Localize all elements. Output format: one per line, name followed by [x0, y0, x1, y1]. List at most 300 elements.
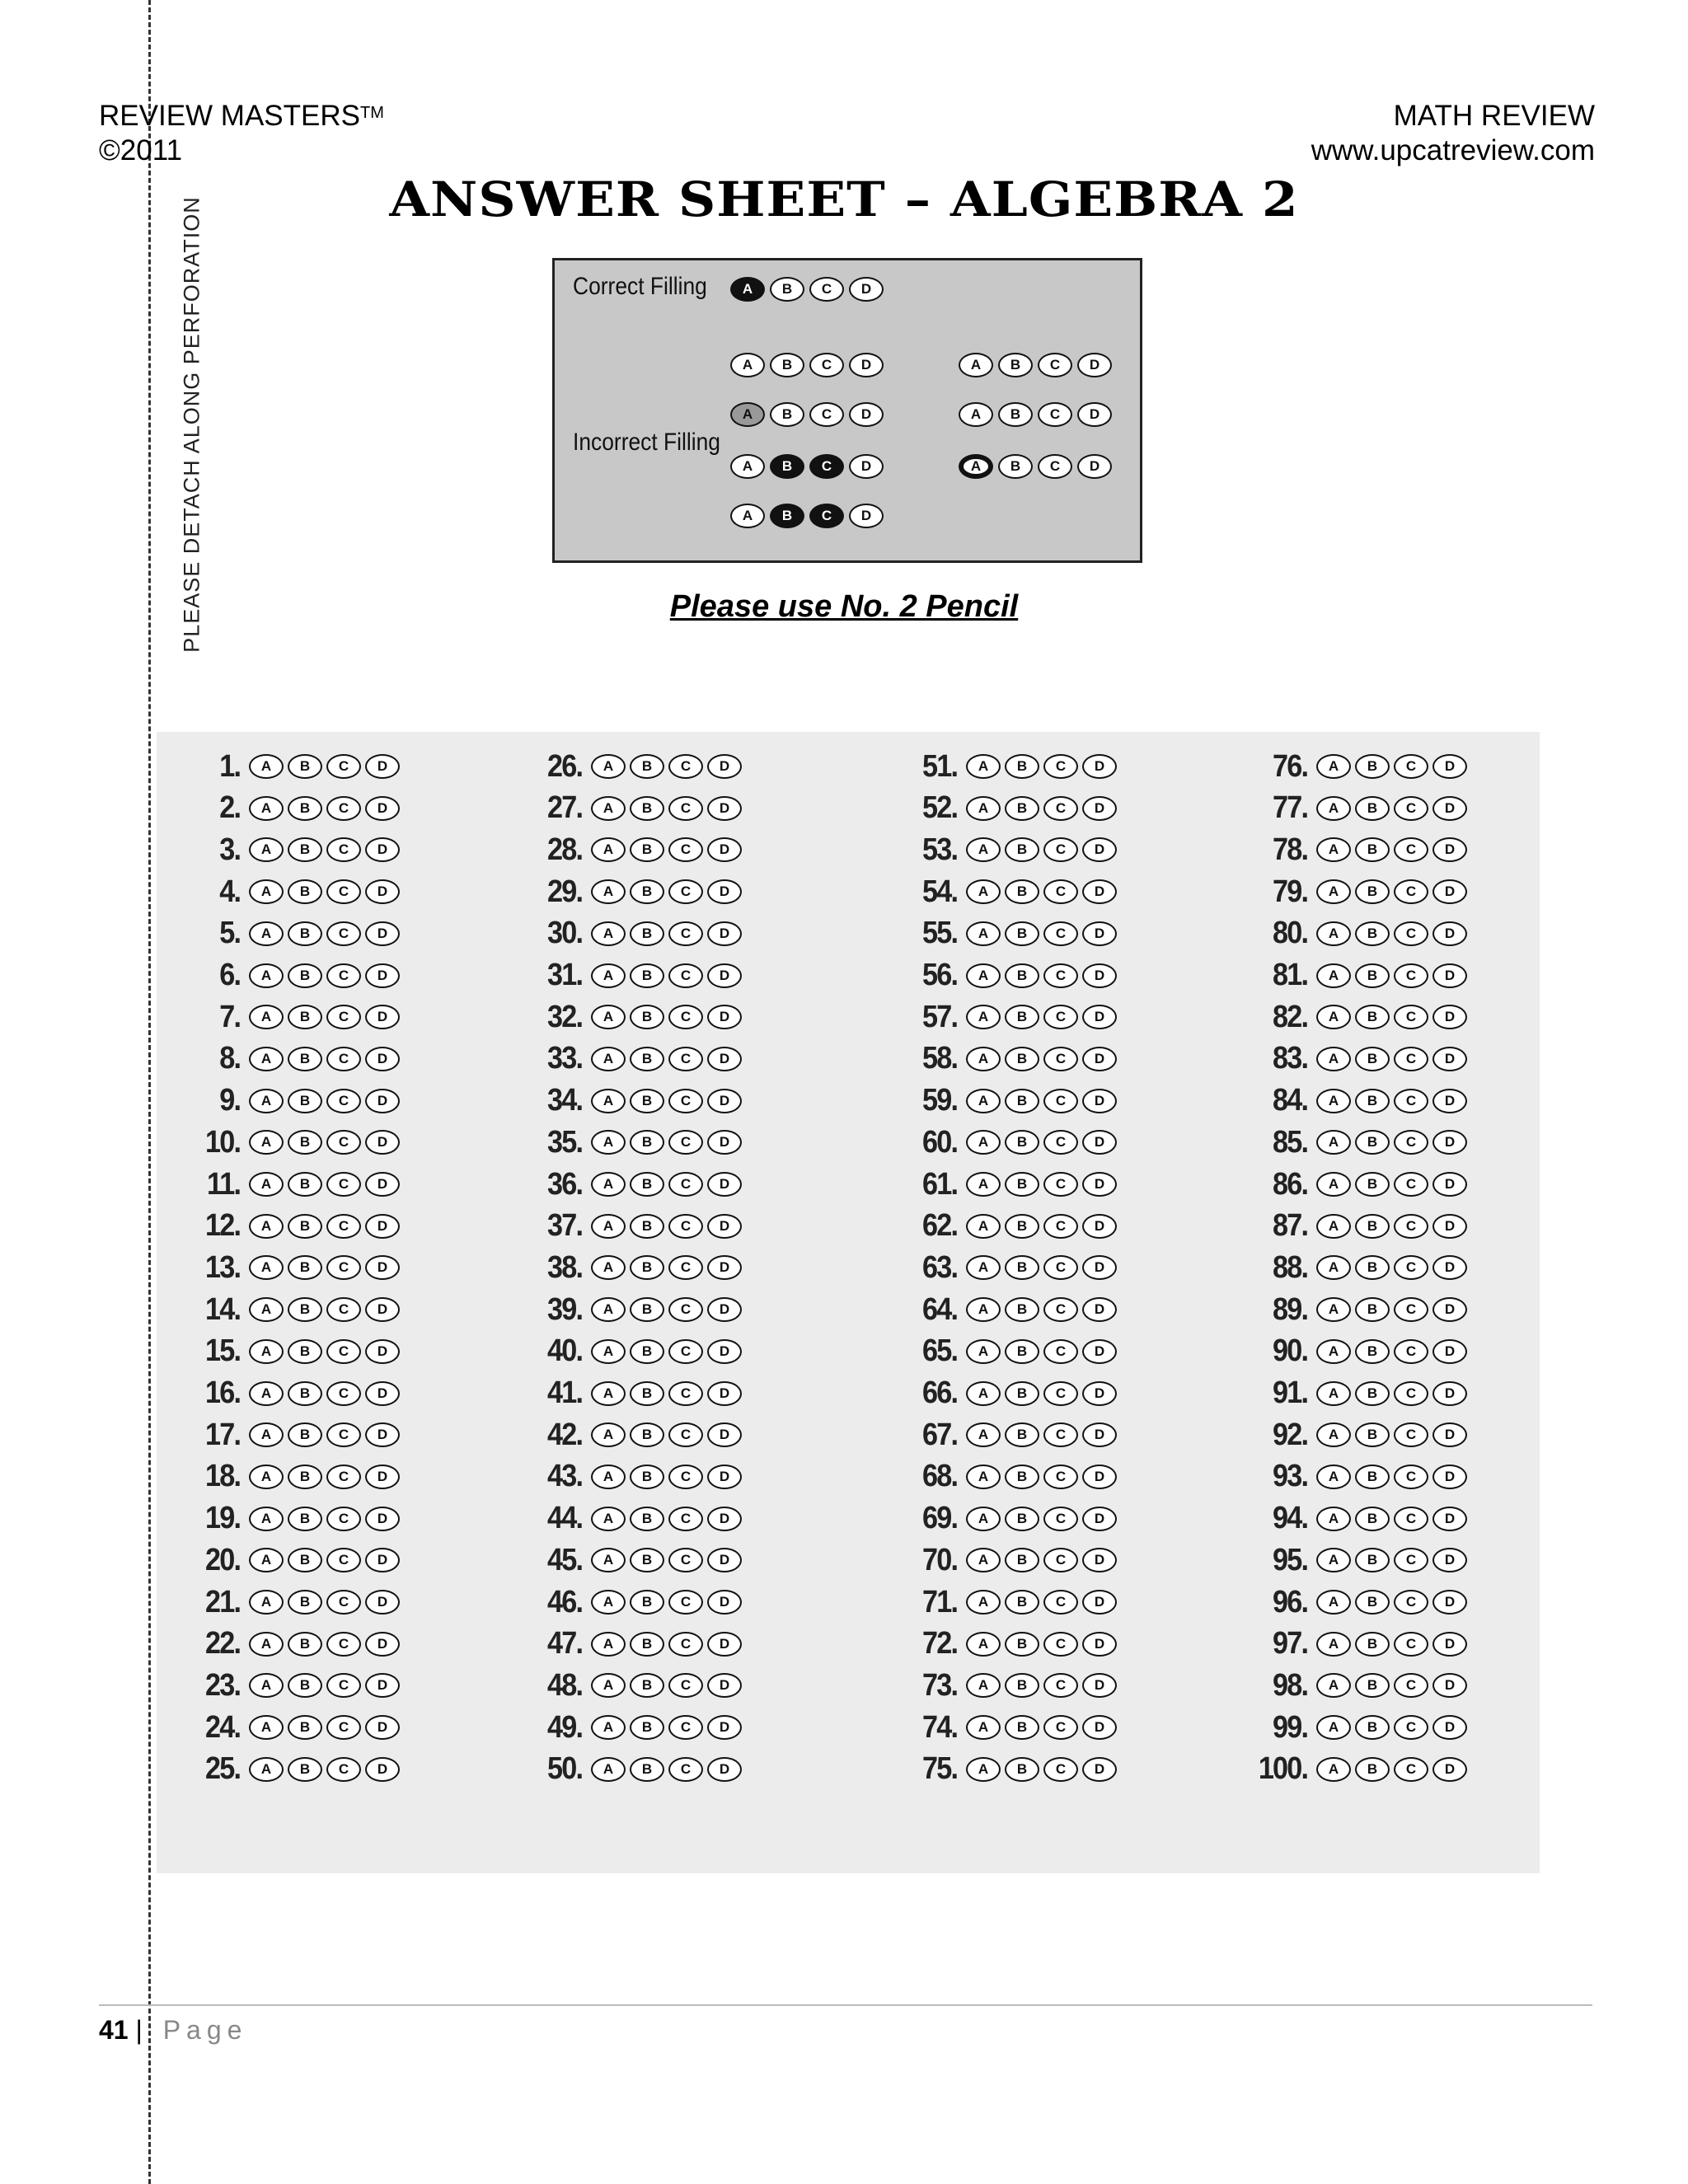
answer-bubble-b[interactable]: B: [1005, 1715, 1039, 1740]
answer-bubble-a[interactable]: A: [1316, 921, 1351, 946]
answer-bubble-c[interactable]: C: [1394, 796, 1428, 821]
answer-bubble-d[interactable]: D: [707, 1381, 742, 1406]
answer-bubble-a[interactable]: A: [1316, 1381, 1351, 1406]
answer-bubble-c[interactable]: C: [1043, 1255, 1078, 1280]
answer-bubble-a[interactable]: A: [1316, 1297, 1351, 1322]
answer-bubble-c[interactable]: C: [668, 1757, 703, 1782]
answer-bubble-d[interactable]: D: [1432, 1590, 1467, 1615]
answer-bubble-d[interactable]: D: [1432, 879, 1467, 904]
answer-bubble-a[interactable]: A: [966, 1172, 1001, 1197]
answer-bubble-b[interactable]: B: [1355, 837, 1390, 862]
answer-bubble-a[interactable]: A: [966, 1255, 1001, 1280]
answer-bubble-a[interactable]: A: [591, 837, 626, 862]
answer-bubble-b[interactable]: B: [630, 1130, 664, 1155]
answer-bubble-c[interactable]: C: [1394, 1507, 1428, 1531]
answer-bubble-c[interactable]: C: [1394, 1548, 1428, 1572]
answer-bubble-a[interactable]: A: [1316, 1757, 1351, 1782]
answer-bubble-b[interactable]: B: [1005, 1005, 1039, 1029]
answer-bubble-d[interactable]: D: [1082, 1673, 1117, 1698]
answer-bubble-b[interactable]: B: [630, 1047, 664, 1071]
answer-bubble-d[interactable]: D: [1432, 963, 1467, 988]
answer-bubble-d[interactable]: D: [1082, 1214, 1117, 1239]
answer-bubble-a[interactable]: A: [249, 1005, 284, 1029]
answer-bubble-b[interactable]: B: [1005, 1339, 1039, 1364]
answer-bubble-d[interactable]: D: [1432, 1130, 1467, 1155]
answer-bubble-a[interactable]: A: [249, 1381, 284, 1406]
answer-bubble-a[interactable]: A: [1316, 754, 1351, 779]
answer-bubble-b[interactable]: B: [630, 1381, 664, 1406]
answer-bubble-b[interactable]: B: [1005, 1255, 1039, 1280]
answer-bubble-a[interactable]: A: [591, 1297, 626, 1322]
answer-bubble-b[interactable]: B: [630, 796, 664, 821]
answer-bubble-a[interactable]: A: [1316, 963, 1351, 988]
answer-bubble-a[interactable]: A: [1316, 1715, 1351, 1740]
answer-bubble-b[interactable]: B: [1005, 1507, 1039, 1531]
answer-bubble-c[interactable]: C: [326, 1339, 361, 1364]
answer-bubble-b[interactable]: B: [288, 1255, 322, 1280]
answer-bubble-c[interactable]: C: [1394, 1632, 1428, 1657]
answer-bubble-b[interactable]: B: [630, 963, 664, 988]
answer-bubble-a[interactable]: A: [1316, 1089, 1351, 1113]
answer-bubble-b[interactable]: B: [288, 1548, 322, 1572]
answer-bubble-a[interactable]: A: [966, 1089, 1001, 1113]
answer-bubble-c[interactable]: C: [668, 1214, 703, 1239]
answer-bubble-a[interactable]: A: [591, 1673, 626, 1698]
answer-bubble-a[interactable]: A: [966, 1422, 1001, 1447]
answer-bubble-a[interactable]: A: [966, 1507, 1001, 1531]
answer-bubble-a[interactable]: A: [1316, 1465, 1351, 1489]
answer-bubble-c[interactable]: C: [1043, 796, 1078, 821]
answer-bubble-b[interactable]: B: [1355, 1255, 1390, 1280]
answer-bubble-b[interactable]: B: [630, 921, 664, 946]
answer-bubble-b[interactable]: B: [630, 1255, 664, 1280]
answer-bubble-c[interactable]: C: [1043, 837, 1078, 862]
answer-bubble-d[interactable]: D: [707, 1465, 742, 1489]
answer-bubble-d[interactable]: D: [707, 1715, 742, 1740]
answer-bubble-c[interactable]: C: [326, 1632, 361, 1657]
answer-bubble-c[interactable]: C: [668, 1590, 703, 1615]
answer-bubble-d[interactable]: D: [707, 1632, 742, 1657]
answer-bubble-d[interactable]: D: [1082, 796, 1117, 821]
answer-bubble-d[interactable]: D: [365, 1381, 400, 1406]
answer-bubble-d[interactable]: D: [1082, 1172, 1117, 1197]
answer-bubble-b[interactable]: B: [1355, 1715, 1390, 1740]
answer-bubble-d[interactable]: D: [1082, 1297, 1117, 1322]
answer-bubble-c[interactable]: C: [326, 1047, 361, 1071]
answer-bubble-c[interactable]: C: [668, 1673, 703, 1698]
answer-bubble-b[interactable]: B: [1005, 1047, 1039, 1071]
answer-bubble-b[interactable]: B: [630, 879, 664, 904]
answer-bubble-b[interactable]: B: [1355, 1422, 1390, 1447]
answer-bubble-c[interactable]: C: [668, 1255, 703, 1280]
answer-bubble-d[interactable]: D: [1432, 921, 1467, 946]
answer-bubble-b[interactable]: B: [1005, 1172, 1039, 1197]
answer-bubble-a[interactable]: A: [1316, 1130, 1351, 1155]
answer-bubble-a[interactable]: A: [966, 1297, 1001, 1322]
answer-bubble-d[interactable]: D: [1432, 1214, 1467, 1239]
answer-bubble-b[interactable]: B: [1005, 837, 1039, 862]
answer-bubble-b[interactable]: B: [630, 1422, 664, 1447]
answer-bubble-c[interactable]: C: [1394, 1339, 1428, 1364]
answer-bubble-b[interactable]: B: [1005, 1673, 1039, 1698]
answer-bubble-d[interactable]: D: [1082, 963, 1117, 988]
answer-bubble-a[interactable]: A: [966, 1673, 1001, 1698]
answer-bubble-d[interactable]: D: [1432, 1507, 1467, 1531]
answer-bubble-b[interactable]: B: [1355, 1339, 1390, 1364]
answer-bubble-b[interactable]: B: [1355, 754, 1390, 779]
answer-bubble-b[interactable]: B: [288, 1172, 322, 1197]
answer-bubble-a[interactable]: A: [1316, 1255, 1351, 1280]
answer-bubble-d[interactable]: D: [1432, 1255, 1467, 1280]
answer-bubble-b[interactable]: B: [288, 1381, 322, 1406]
answer-bubble-c[interactable]: C: [326, 1715, 361, 1740]
answer-bubble-a[interactable]: A: [1316, 1548, 1351, 1572]
answer-bubble-d[interactable]: D: [1082, 879, 1117, 904]
answer-bubble-d[interactable]: D: [1432, 1422, 1467, 1447]
answer-bubble-b[interactable]: B: [1005, 1089, 1039, 1113]
answer-bubble-a[interactable]: A: [591, 1047, 626, 1071]
answer-bubble-c[interactable]: C: [1394, 1089, 1428, 1113]
answer-bubble-c[interactable]: C: [668, 754, 703, 779]
answer-bubble-d[interactable]: D: [1082, 754, 1117, 779]
answer-bubble-b[interactable]: B: [288, 963, 322, 988]
answer-bubble-c[interactable]: C: [1394, 1130, 1428, 1155]
answer-bubble-c[interactable]: C: [668, 837, 703, 862]
answer-bubble-d[interactable]: D: [1432, 1757, 1467, 1782]
answer-bubble-b[interactable]: B: [1005, 1297, 1039, 1322]
answer-bubble-d[interactable]: D: [365, 1047, 400, 1071]
answer-bubble-c[interactable]: C: [326, 837, 361, 862]
answer-bubble-c[interactable]: C: [1394, 1422, 1428, 1447]
answer-bubble-b[interactable]: B: [1355, 1172, 1390, 1197]
answer-bubble-a[interactable]: A: [249, 1339, 284, 1364]
answer-bubble-b[interactable]: B: [288, 1214, 322, 1239]
answer-bubble-a[interactable]: A: [249, 1172, 284, 1197]
answer-bubble-d[interactable]: D: [707, 837, 742, 862]
answer-bubble-a[interactable]: A: [966, 1339, 1001, 1364]
answer-bubble-b[interactable]: B: [288, 1005, 322, 1029]
answer-bubble-a[interactable]: A: [591, 1422, 626, 1447]
answer-bubble-c[interactable]: C: [668, 1005, 703, 1029]
answer-bubble-c[interactable]: C: [1394, 1757, 1428, 1782]
answer-bubble-d[interactable]: D: [1082, 1507, 1117, 1531]
answer-bubble-c[interactable]: C: [326, 1422, 361, 1447]
answer-bubble-c[interactable]: C: [1043, 1214, 1078, 1239]
answer-bubble-c[interactable]: C: [1043, 1673, 1078, 1698]
answer-bubble-b[interactable]: B: [288, 1047, 322, 1071]
answer-bubble-a[interactable]: A: [591, 921, 626, 946]
answer-bubble-d[interactable]: D: [365, 1005, 400, 1029]
answer-bubble-c[interactable]: C: [326, 1673, 361, 1698]
answer-bubble-b[interactable]: B: [288, 1673, 322, 1698]
answer-bubble-a[interactable]: A: [1316, 1422, 1351, 1447]
answer-bubble-b[interactable]: B: [630, 1507, 664, 1531]
answer-bubble-b[interactable]: B: [288, 754, 322, 779]
answer-bubble-b[interactable]: B: [1005, 1381, 1039, 1406]
answer-bubble-a[interactable]: A: [966, 963, 1001, 988]
answer-bubble-b[interactable]: B: [1355, 796, 1390, 821]
answer-bubble-a[interactable]: A: [1316, 1047, 1351, 1071]
answer-bubble-b[interactable]: B: [1355, 1548, 1390, 1572]
answer-bubble-a[interactable]: A: [966, 754, 1001, 779]
answer-bubble-c[interactable]: C: [1043, 1381, 1078, 1406]
answer-bubble-d[interactable]: D: [1082, 1381, 1117, 1406]
answer-bubble-b[interactable]: B: [630, 1548, 664, 1572]
answer-bubble-c[interactable]: C: [326, 1548, 361, 1572]
answer-bubble-d[interactable]: D: [365, 1297, 400, 1322]
answer-bubble-b[interactable]: B: [1355, 1465, 1390, 1489]
answer-bubble-d[interactable]: D: [1432, 1381, 1467, 1406]
answer-bubble-a[interactable]: A: [966, 796, 1001, 821]
answer-bubble-b[interactable]: B: [288, 1632, 322, 1657]
answer-bubble-d[interactable]: D: [707, 1130, 742, 1155]
answer-bubble-c[interactable]: C: [326, 921, 361, 946]
answer-bubble-c[interactable]: C: [668, 1089, 703, 1113]
answer-bubble-b[interactable]: B: [1355, 879, 1390, 904]
answer-bubble-c[interactable]: C: [1043, 1422, 1078, 1447]
answer-bubble-b[interactable]: B: [288, 1590, 322, 1615]
answer-bubble-a[interactable]: A: [591, 1548, 626, 1572]
answer-bubble-c[interactable]: C: [1043, 1047, 1078, 1071]
answer-bubble-d[interactable]: D: [707, 1214, 742, 1239]
answer-bubble-b[interactable]: B: [1355, 1089, 1390, 1113]
answer-bubble-d[interactable]: D: [707, 1590, 742, 1615]
answer-bubble-c[interactable]: C: [668, 1047, 703, 1071]
answer-bubble-c[interactable]: C: [1394, 1214, 1428, 1239]
answer-bubble-b[interactable]: B: [1005, 1214, 1039, 1239]
answer-bubble-a[interactable]: A: [591, 879, 626, 904]
answer-bubble-c[interactable]: C: [1043, 879, 1078, 904]
answer-bubble-b[interactable]: B: [288, 1465, 322, 1489]
answer-bubble-b[interactable]: B: [1005, 1465, 1039, 1489]
answer-bubble-d[interactable]: D: [365, 1507, 400, 1531]
answer-bubble-a[interactable]: A: [1316, 1005, 1351, 1029]
answer-bubble-d[interactable]: D: [1082, 1255, 1117, 1280]
answer-bubble-d[interactable]: D: [1082, 837, 1117, 862]
answer-bubble-a[interactable]: A: [1316, 1590, 1351, 1615]
answer-bubble-b[interactable]: B: [288, 1757, 322, 1782]
answer-bubble-d[interactable]: D: [365, 1130, 400, 1155]
answer-bubble-d[interactable]: D: [707, 1507, 742, 1531]
answer-bubble-a[interactable]: A: [249, 1255, 284, 1280]
answer-bubble-d[interactable]: D: [1432, 1089, 1467, 1113]
answer-bubble-b[interactable]: B: [630, 1715, 664, 1740]
answer-bubble-b[interactable]: B: [1355, 1214, 1390, 1239]
answer-bubble-c[interactable]: C: [1043, 1548, 1078, 1572]
answer-bubble-a[interactable]: A: [966, 1548, 1001, 1572]
answer-bubble-b[interactable]: B: [630, 1089, 664, 1113]
answer-bubble-d[interactable]: D: [707, 1047, 742, 1071]
answer-bubble-a[interactable]: A: [591, 1715, 626, 1740]
answer-bubble-c[interactable]: C: [326, 1507, 361, 1531]
answer-bubble-c[interactable]: C: [668, 879, 703, 904]
answer-bubble-c[interactable]: C: [326, 1255, 361, 1280]
answer-bubble-d[interactable]: D: [365, 796, 400, 821]
answer-bubble-a[interactable]: A: [1316, 1507, 1351, 1531]
answer-bubble-d[interactable]: D: [365, 1089, 400, 1113]
answer-bubble-b[interactable]: B: [1005, 963, 1039, 988]
answer-bubble-b[interactable]: B: [1005, 1422, 1039, 1447]
answer-bubble-d[interactable]: D: [365, 1632, 400, 1657]
answer-bubble-d[interactable]: D: [1432, 837, 1467, 862]
answer-bubble-a[interactable]: A: [249, 796, 284, 821]
answer-bubble-a[interactable]: A: [591, 1214, 626, 1239]
answer-bubble-d[interactable]: D: [1432, 1715, 1467, 1740]
answer-bubble-b[interactable]: B: [288, 1422, 322, 1447]
answer-bubble-a[interactable]: A: [249, 1590, 284, 1615]
answer-bubble-b[interactable]: B: [288, 796, 322, 821]
answer-bubble-d[interactable]: D: [707, 879, 742, 904]
answer-bubble-d[interactable]: D: [707, 1548, 742, 1572]
answer-bubble-a[interactable]: A: [249, 1422, 284, 1447]
answer-bubble-d[interactable]: D: [1082, 1339, 1117, 1364]
answer-bubble-a[interactable]: A: [1316, 879, 1351, 904]
answer-bubble-c[interactable]: C: [1394, 1005, 1428, 1029]
answer-bubble-c[interactable]: C: [668, 1715, 703, 1740]
answer-bubble-d[interactable]: D: [1082, 1005, 1117, 1029]
answer-bubble-b[interactable]: B: [288, 1507, 322, 1531]
answer-bubble-a[interactable]: A: [591, 1172, 626, 1197]
answer-bubble-b[interactable]: B: [288, 1339, 322, 1364]
answer-bubble-c[interactable]: C: [1043, 1632, 1078, 1657]
answer-bubble-c[interactable]: C: [326, 796, 361, 821]
answer-bubble-c[interactable]: C: [1394, 1715, 1428, 1740]
answer-bubble-a[interactable]: A: [591, 1507, 626, 1531]
answer-bubble-c[interactable]: C: [1043, 1005, 1078, 1029]
answer-bubble-a[interactable]: A: [249, 1507, 284, 1531]
answer-bubble-c[interactable]: C: [668, 1548, 703, 1572]
answer-bubble-b[interactable]: B: [630, 754, 664, 779]
answer-bubble-a[interactable]: A: [249, 963, 284, 988]
answer-bubble-c[interactable]: C: [326, 754, 361, 779]
answer-bubble-d[interactable]: D: [1432, 1297, 1467, 1322]
answer-bubble-a[interactable]: A: [966, 837, 1001, 862]
answer-bubble-b[interactable]: B: [1005, 1757, 1039, 1782]
answer-bubble-d[interactable]: D: [365, 1465, 400, 1489]
answer-bubble-c[interactable]: C: [326, 1214, 361, 1239]
answer-bubble-a[interactable]: A: [591, 1632, 626, 1657]
answer-bubble-b[interactable]: B: [1355, 921, 1390, 946]
answer-bubble-d[interactable]: D: [1082, 1715, 1117, 1740]
answer-bubble-a[interactable]: A: [591, 1590, 626, 1615]
answer-bubble-a[interactable]: A: [966, 1715, 1001, 1740]
answer-bubble-c[interactable]: C: [326, 1381, 361, 1406]
answer-bubble-c[interactable]: C: [1394, 1465, 1428, 1489]
answer-bubble-c[interactable]: C: [1394, 1172, 1428, 1197]
answer-bubble-c[interactable]: C: [326, 1005, 361, 1029]
answer-bubble-d[interactable]: D: [1432, 1047, 1467, 1071]
answer-bubble-a[interactable]: A: [966, 1005, 1001, 1029]
answer-bubble-a[interactable]: A: [591, 1465, 626, 1489]
answer-bubble-d[interactable]: D: [365, 1255, 400, 1280]
answer-bubble-d[interactable]: D: [365, 1172, 400, 1197]
answer-bubble-c[interactable]: C: [326, 1172, 361, 1197]
answer-bubble-a[interactable]: A: [1316, 1339, 1351, 1364]
answer-bubble-c[interactable]: C: [1043, 1297, 1078, 1322]
answer-bubble-d[interactable]: D: [365, 1339, 400, 1364]
answer-bubble-b[interactable]: B: [1355, 1005, 1390, 1029]
answer-bubble-c[interactable]: C: [1043, 1715, 1078, 1740]
answer-bubble-c[interactable]: C: [668, 1297, 703, 1322]
answer-bubble-b[interactable]: B: [630, 1214, 664, 1239]
answer-bubble-b[interactable]: B: [288, 921, 322, 946]
answer-bubble-c[interactable]: C: [1394, 1590, 1428, 1615]
answer-bubble-a[interactable]: A: [249, 837, 284, 862]
answer-bubble-a[interactable]: A: [591, 963, 626, 988]
answer-bubble-a[interactable]: A: [1316, 1172, 1351, 1197]
answer-bubble-a[interactable]: A: [249, 754, 284, 779]
answer-bubble-b[interactable]: B: [1005, 1632, 1039, 1657]
answer-bubble-a[interactable]: A: [591, 1757, 626, 1782]
answer-bubble-a[interactable]: A: [966, 1381, 1001, 1406]
answer-bubble-d[interactable]: D: [1082, 921, 1117, 946]
answer-bubble-d[interactable]: D: [1082, 1465, 1117, 1489]
answer-bubble-d[interactable]: D: [1082, 1632, 1117, 1657]
answer-bubble-b[interactable]: B: [288, 1715, 322, 1740]
answer-bubble-b[interactable]: B: [630, 1673, 664, 1698]
answer-bubble-c[interactable]: C: [1043, 1130, 1078, 1155]
answer-bubble-b[interactable]: B: [1355, 1757, 1390, 1782]
answer-bubble-c[interactable]: C: [1394, 1297, 1428, 1322]
answer-bubble-b[interactable]: B: [288, 879, 322, 904]
answer-bubble-b[interactable]: B: [630, 1465, 664, 1489]
answer-bubble-d[interactable]: D: [1082, 1757, 1117, 1782]
answer-bubble-c[interactable]: C: [668, 963, 703, 988]
answer-bubble-c[interactable]: C: [668, 1339, 703, 1364]
answer-bubble-c[interactable]: C: [1043, 1465, 1078, 1489]
answer-bubble-c[interactable]: C: [668, 1130, 703, 1155]
answer-bubble-d[interactable]: D: [365, 1548, 400, 1572]
answer-bubble-c[interactable]: C: [668, 796, 703, 821]
answer-bubble-a[interactable]: A: [591, 1130, 626, 1155]
answer-bubble-d[interactable]: D: [707, 1255, 742, 1280]
answer-bubble-d[interactable]: D: [707, 1673, 742, 1698]
answer-bubble-a[interactable]: A: [249, 1214, 284, 1239]
answer-bubble-d[interactable]: D: [1432, 1465, 1467, 1489]
answer-bubble-d[interactable]: D: [707, 796, 742, 821]
answer-bubble-a[interactable]: A: [591, 1005, 626, 1029]
answer-bubble-a[interactable]: A: [591, 796, 626, 821]
answer-bubble-b[interactable]: B: [630, 1632, 664, 1657]
answer-bubble-a[interactable]: A: [249, 921, 284, 946]
answer-bubble-b[interactable]: B: [1355, 1381, 1390, 1406]
answer-bubble-b[interactable]: B: [1355, 1673, 1390, 1698]
answer-bubble-c[interactable]: C: [1043, 963, 1078, 988]
answer-bubble-d[interactable]: D: [707, 1172, 742, 1197]
answer-bubble-b[interactable]: B: [630, 1339, 664, 1364]
answer-bubble-b[interactable]: B: [1005, 921, 1039, 946]
answer-bubble-c[interactable]: C: [326, 1297, 361, 1322]
answer-bubble-c[interactable]: C: [668, 1422, 703, 1447]
answer-bubble-a[interactable]: A: [1316, 1673, 1351, 1698]
answer-bubble-c[interactable]: C: [1394, 1381, 1428, 1406]
answer-bubble-b[interactable]: B: [630, 1590, 664, 1615]
answer-bubble-d[interactable]: D: [365, 1590, 400, 1615]
answer-bubble-c[interactable]: C: [1394, 963, 1428, 988]
answer-bubble-c[interactable]: C: [1394, 837, 1428, 862]
answer-bubble-b[interactable]: B: [630, 1757, 664, 1782]
answer-bubble-b[interactable]: B: [630, 837, 664, 862]
answer-bubble-b[interactable]: B: [288, 837, 322, 862]
answer-bubble-a[interactable]: A: [966, 1130, 1001, 1155]
answer-bubble-d[interactable]: D: [1082, 1089, 1117, 1113]
answer-bubble-d[interactable]: D: [707, 1005, 742, 1029]
answer-bubble-c[interactable]: C: [668, 1172, 703, 1197]
answer-bubble-c[interactable]: C: [668, 1632, 703, 1657]
answer-bubble-a[interactable]: A: [966, 879, 1001, 904]
answer-bubble-d[interactable]: D: [1432, 1005, 1467, 1029]
answer-bubble-d[interactable]: D: [1432, 1673, 1467, 1698]
